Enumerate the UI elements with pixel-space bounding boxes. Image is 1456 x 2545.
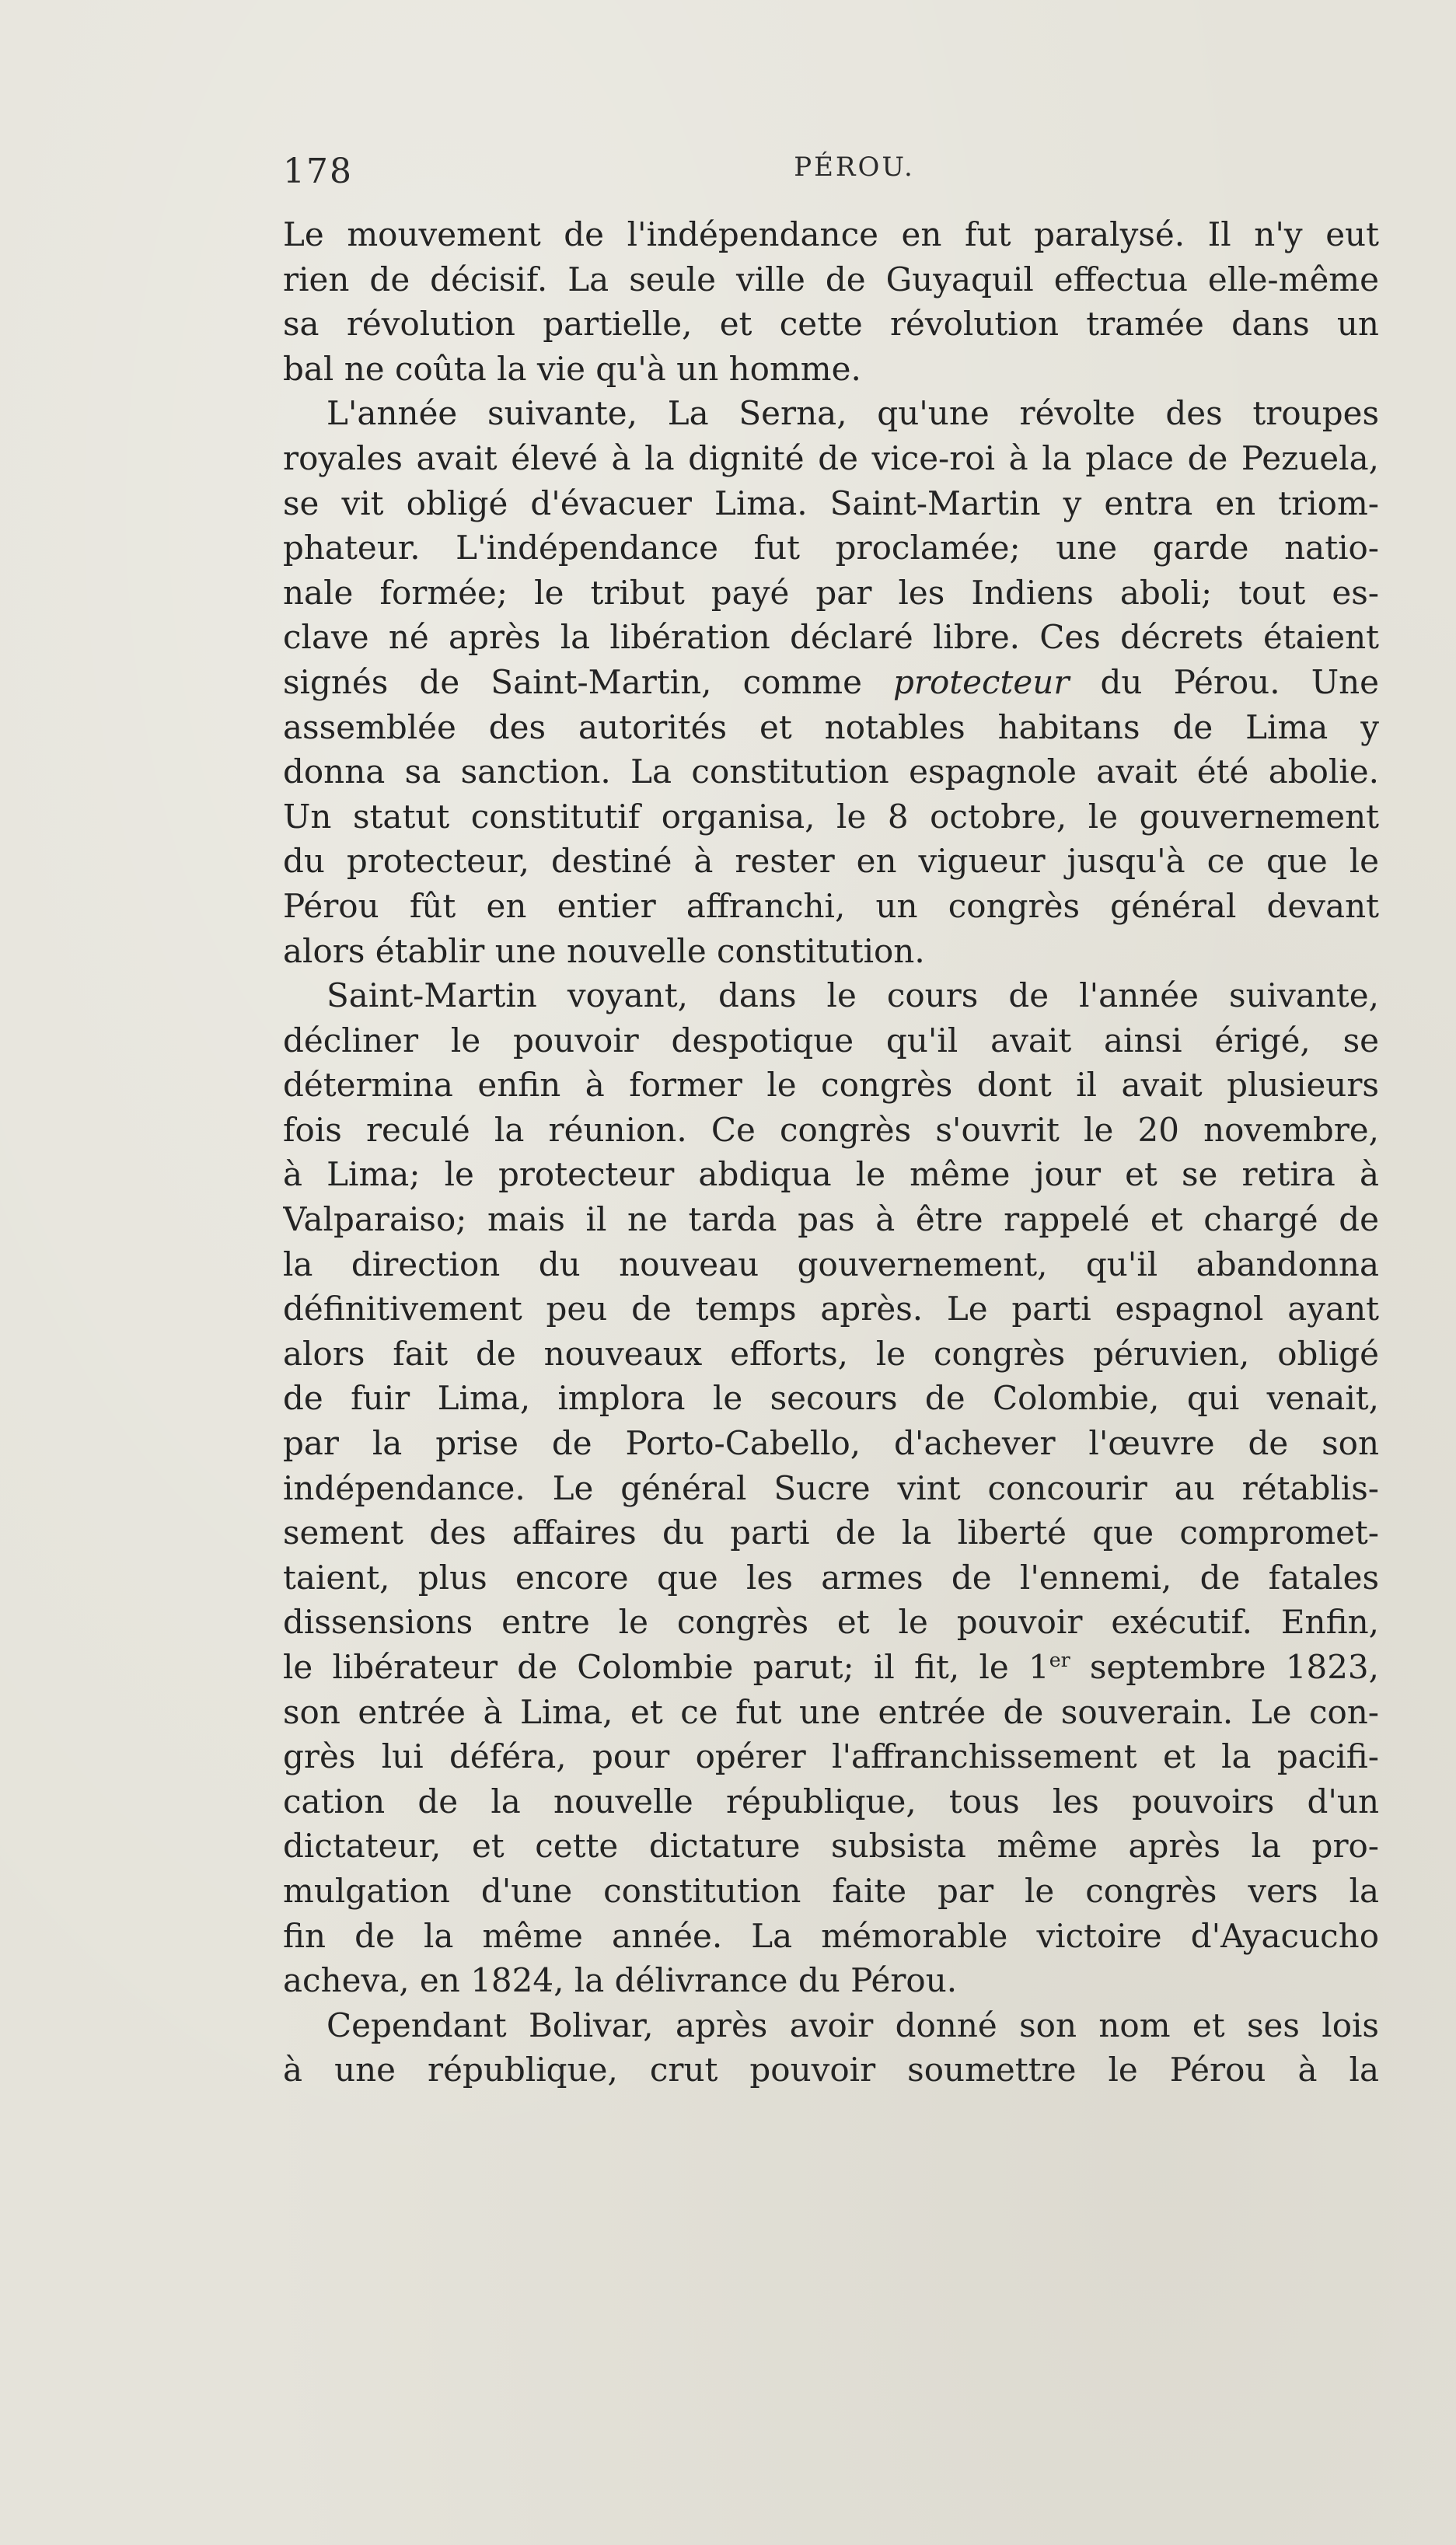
text-line [283, 1645, 1379, 1690]
text-line: Valparaiso; mais il ne tarda pas à être rappelé et chargé de [283, 1200, 1379, 1239]
text-line: par la prise de Porto-Cabello, d'achever l'œuvre de son [283, 1424, 1379, 1463]
text-line: sa révolution partielle, et cette révolution tramée dans un [283, 305, 1379, 344]
text-line: se vit obligé d'évacuer Lima. Saint-Martin y entra en triom- [283, 484, 1379, 522]
text-line: cation de la nouvelle république, tous les pouvoirs d'un [283, 1782, 1379, 1821]
text-line: de fuir Lima, implora le secours de Colombie, qui venait, [283, 1379, 1379, 1418]
page-header [283, 152, 1379, 198]
text-line: la direction du nouveau gouvernement, qu'il abandonna [283, 1245, 1379, 1283]
text-line: phateur. L'indépendance fut proclamée; une garde natio- [283, 529, 1379, 567]
text-line: décliner le pouvoir despotique qu'il avait ainsi érigé, se [283, 1021, 1379, 1060]
running-head: PÉROU. [794, 152, 915, 183]
text-line: taient, plus encore que les armes de l'ennemi, de fatales [283, 1558, 1379, 1597]
text-line: Saint-Martin voyant, dans le cours de l'année suivante, [326, 976, 1379, 1015]
text-line: fois reculé la réunion. Ce congrès s'ouvrit le 20 novembre, [283, 1110, 1379, 1149]
text-line: sement des affaires du parti de la liberté que compromet- [283, 1513, 1379, 1552]
text-line: clave né après la libération déclaré libre. Ces décrets étaient [283, 618, 1379, 657]
text-line: Le mouvement de l'indépendance en fut paralysé. Il n'y eut [283, 215, 1379, 253]
text-line: son entrée à Lima, et ce fut une entrée de souverain. Le con- [283, 1692, 1379, 1731]
text-line: L'année suivante, La Serna, qu'une révolte des troupes [326, 394, 1379, 433]
text-line: royales avait élevé à la dignité de vice-roi à la place de Pezuela, [283, 438, 1379, 477]
text-line: bal ne coûta la vie qu'à un homme. [283, 349, 861, 388]
text-line: alors établir une nouvelle constitution. [283, 931, 925, 970]
text-line: indépendance. Le général Sucre vint concourir au rétablis- [283, 1468, 1379, 1507]
superscript: er [1049, 1649, 1070, 1671]
text-segment: du Pérou. Une [1069, 662, 1379, 701]
text-line: dissensions entre le congrès et le pouvoir exécutif. Enfin, [283, 1603, 1379, 1642]
text-line: rien de décisif. La seule ville de Guyaquil effectua elle-même [283, 260, 1379, 298]
text-line: mulgation d'une constitution faite par le congrès vers la [283, 1871, 1379, 1910]
text-line: du protecteur, destiné à rester en vigueur jusqu'à ce que le [283, 842, 1379, 881]
text-line: alors fait de nouveaux efforts, le congrès péruvien, obligé [283, 1334, 1379, 1373]
text-line: Un statut constitutif organisa, le 8 octobre, le gouvernement [283, 797, 1379, 836]
page-number: 178 [283, 152, 353, 191]
text-line: définitivement peu de temps après. Le parti espagnol ayant [283, 1290, 1379, 1328]
text-line: acheva, en 1824, la délivrance du Pérou. [283, 1961, 958, 2000]
body-text [283, 212, 1379, 2093]
text-line: donna sa sanction. La constitution espagnole avait été abolie. [283, 752, 1379, 791]
text-line: à Lima; le protecteur abdiqua le même jour et se retira à [283, 1155, 1379, 1194]
text-line: Cependant Bolivar, après avoir donné son nom et ses lois [326, 2006, 1379, 2044]
text-line: à une république, crut pouvoir soumettre le Pérou à la [283, 2051, 1379, 2089]
text-line: fin de la même année. La mémorable victoire d'Ayacucho [283, 1916, 1379, 1955]
text-line [283, 660, 1379, 705]
text-line: détermina enfin à former le congrès dont il avait plusieurs [283, 1066, 1379, 1105]
text-line: Pérou fût en entier affranchi, un congrès général devant [283, 886, 1379, 925]
text-segment: signés de Saint-Martin, comme [283, 662, 894, 701]
text-segment: le libérateur de Colombie parut; il fit, le 1 [283, 1648, 1049, 1686]
text-line: grès lui déféra, pour opérer l'affranchissement et la pacifi- [283, 1737, 1379, 1776]
text-line: nale formée; le tribut payé par les Indiens aboli; tout es- [283, 573, 1379, 612]
text-line: dictateur, et cette dictature subsista même après la pro- [283, 1827, 1379, 1866]
italic-word: protecteur [893, 662, 1070, 701]
text-segment: septembre 1823, [1070, 1648, 1379, 1686]
text-line: assemblée des autorités et notables habitans de Lima y [283, 707, 1379, 746]
